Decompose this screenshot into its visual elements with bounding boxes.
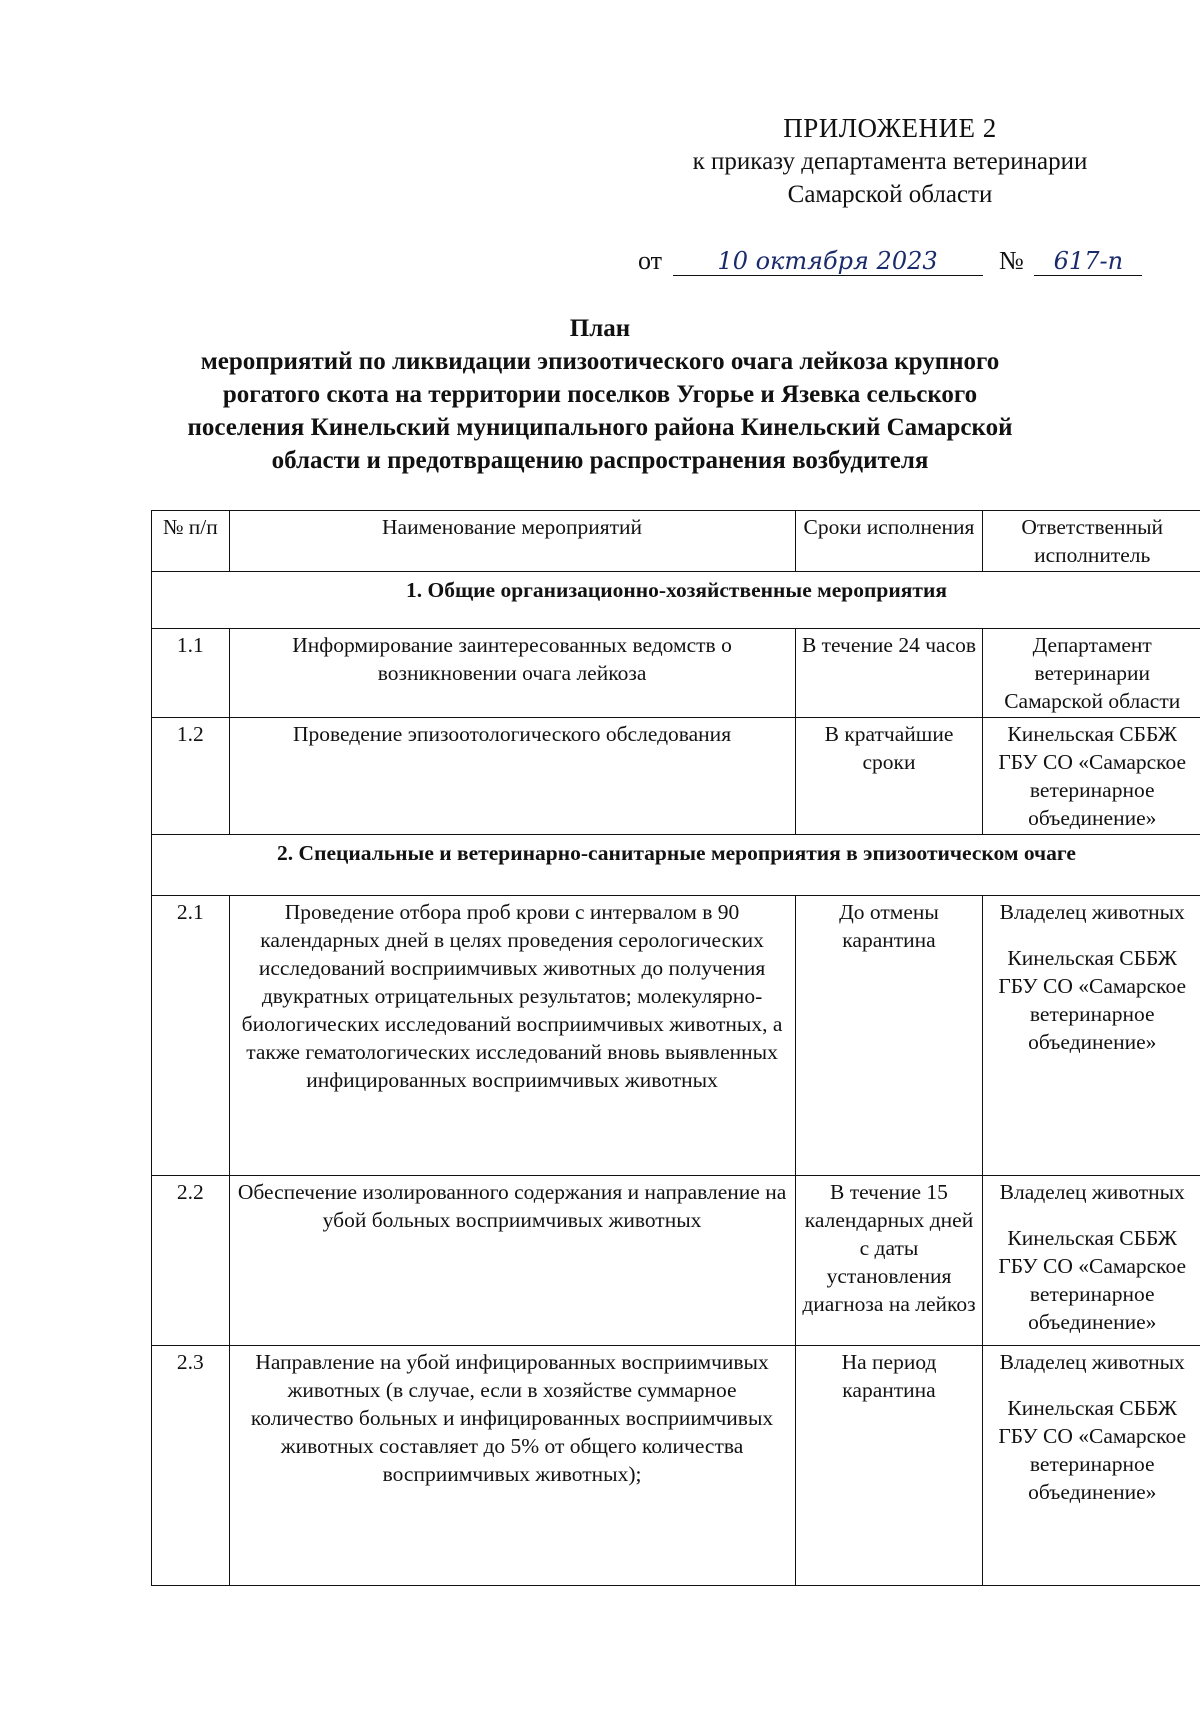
row-num: 2.2: [152, 1176, 230, 1346]
responsible-line: Владелец животных: [999, 1180, 1185, 1204]
row-responsible: [983, 718, 1200, 835]
section-title-2: 2. Специальные и ветеринарно-санитарные мероприятия в эпизоотическом очаге: [152, 835, 1200, 896]
row-responsible: [983, 1176, 1200, 1346]
plan-table: [151, 510, 1200, 1586]
table-row: [152, 1176, 1200, 1346]
row-name: Проведение эпизоотологического обследования: [229, 718, 795, 835]
row-responsible: [983, 1346, 1200, 1586]
row-name: Обеспечение изолированного содержания и направление на убой больных восприимчивых животных: [229, 1176, 795, 1346]
plan-subtitle-line-4: области и предотвращению распространения возбудителя: [271, 447, 929, 474]
responsible-line: Кинельская СББЖ ГБУ СО «Самарское ветеринарное объединение»: [998, 722, 1187, 830]
order-date-line: [638, 246, 1142, 276]
header-term: Сроки исполнения: [795, 511, 983, 572]
plan-heading: План: [569, 315, 631, 342]
row-term: В течение 24 часов: [795, 629, 983, 718]
row-term: В течение 15 календарных дней с даты установления диагноза на лейкоз: [795, 1176, 983, 1346]
row-term: До отмены карантина: [795, 896, 983, 1176]
appendix-line-2: Самарской области: [787, 181, 993, 208]
row-num: 1.1: [152, 629, 230, 718]
row-term: На период карантина: [795, 1346, 983, 1586]
plan-subtitle-line-2: рогатого скота на территории поселков Угорье и Язевка сельского: [222, 381, 978, 408]
header-responsible: Ответственный исполнитель: [983, 511, 1200, 572]
plan-title: [160, 312, 1040, 477]
section-title-1: 1. Общие организационно-хозяйственные мероприятия: [152, 572, 1200, 629]
row-num: 1.2: [152, 718, 230, 835]
section-row: [152, 572, 1200, 629]
row-num: 2.3: [152, 1346, 230, 1586]
row-term: В кратчайшие сроки: [795, 718, 983, 835]
table-header-row: [152, 511, 1200, 572]
appendix-line-1: к приказу департамента ветеринарии: [692, 148, 1088, 175]
responsible-line: Кинельская СББЖ ГБУ СО «Самарское ветеринарное объединение»: [998, 1226, 1187, 1334]
responsible-line: Кинельская СББЖ ГБУ СО «Самарское ветеринарное объединение»: [998, 1396, 1187, 1504]
row-responsible: [983, 629, 1200, 718]
section-row: [152, 835, 1200, 896]
responsible-line: Владелец животных: [999, 900, 1185, 924]
appendix-title: ПРИЛОЖЕНИЕ 2: [783, 113, 997, 143]
table-row: [152, 896, 1200, 1176]
appendix-block: [660, 112, 1120, 211]
row-name: Проведение отбора проб крови с интервалом в 90 календарных дней в целях проведения серологических исследований восприимчивых животных до получения двукратных отрицательных результатов; молекулярно-биологических исследований восприимчивых животных, а также гематологических исследований вновь выявленных инфицированных восприимчивых животных: [229, 896, 795, 1176]
table-row: [152, 629, 1200, 718]
row-name: Информирование заинтересованных ведомств о возникновении очага лейкоза: [229, 629, 795, 718]
table-row: [152, 1346, 1200, 1586]
row-num: 2.1: [152, 896, 230, 1176]
order-date-prefix: от: [638, 246, 663, 275]
header-name: Наименование мероприятий: [229, 511, 795, 572]
row-responsible: [983, 896, 1200, 1176]
row-name: Направление на убой инфицированных восприимчивых животных (в случае, если в хозяйстве суммарное количество больных и инфицированных восприимчивых животных составляет до 5% от общего количества восприимчивых животных);: [229, 1346, 795, 1586]
order-number-handwritten: 617-п: [1034, 247, 1142, 276]
order-number-label: №: [999, 246, 1024, 275]
plan-subtitle-line-3: поселения Кинельский муниципального района Кинельский Самарской: [187, 414, 1013, 441]
order-date-handwritten: 10 октября 2023: [673, 247, 983, 276]
header-num: № п/п: [152, 511, 230, 572]
responsible-line: Кинельская СББЖ ГБУ СО «Самарское ветеринарное объединение»: [998, 946, 1187, 1054]
responsible-line: Департамент ветеринарии Самарской области: [1004, 633, 1181, 713]
plan-subtitle-line-1: мероприятий по ликвидации эпизоотического очага лейкоза крупного: [200, 348, 1000, 375]
table-row: [152, 718, 1200, 835]
responsible-line: Владелец животных: [999, 1350, 1185, 1374]
